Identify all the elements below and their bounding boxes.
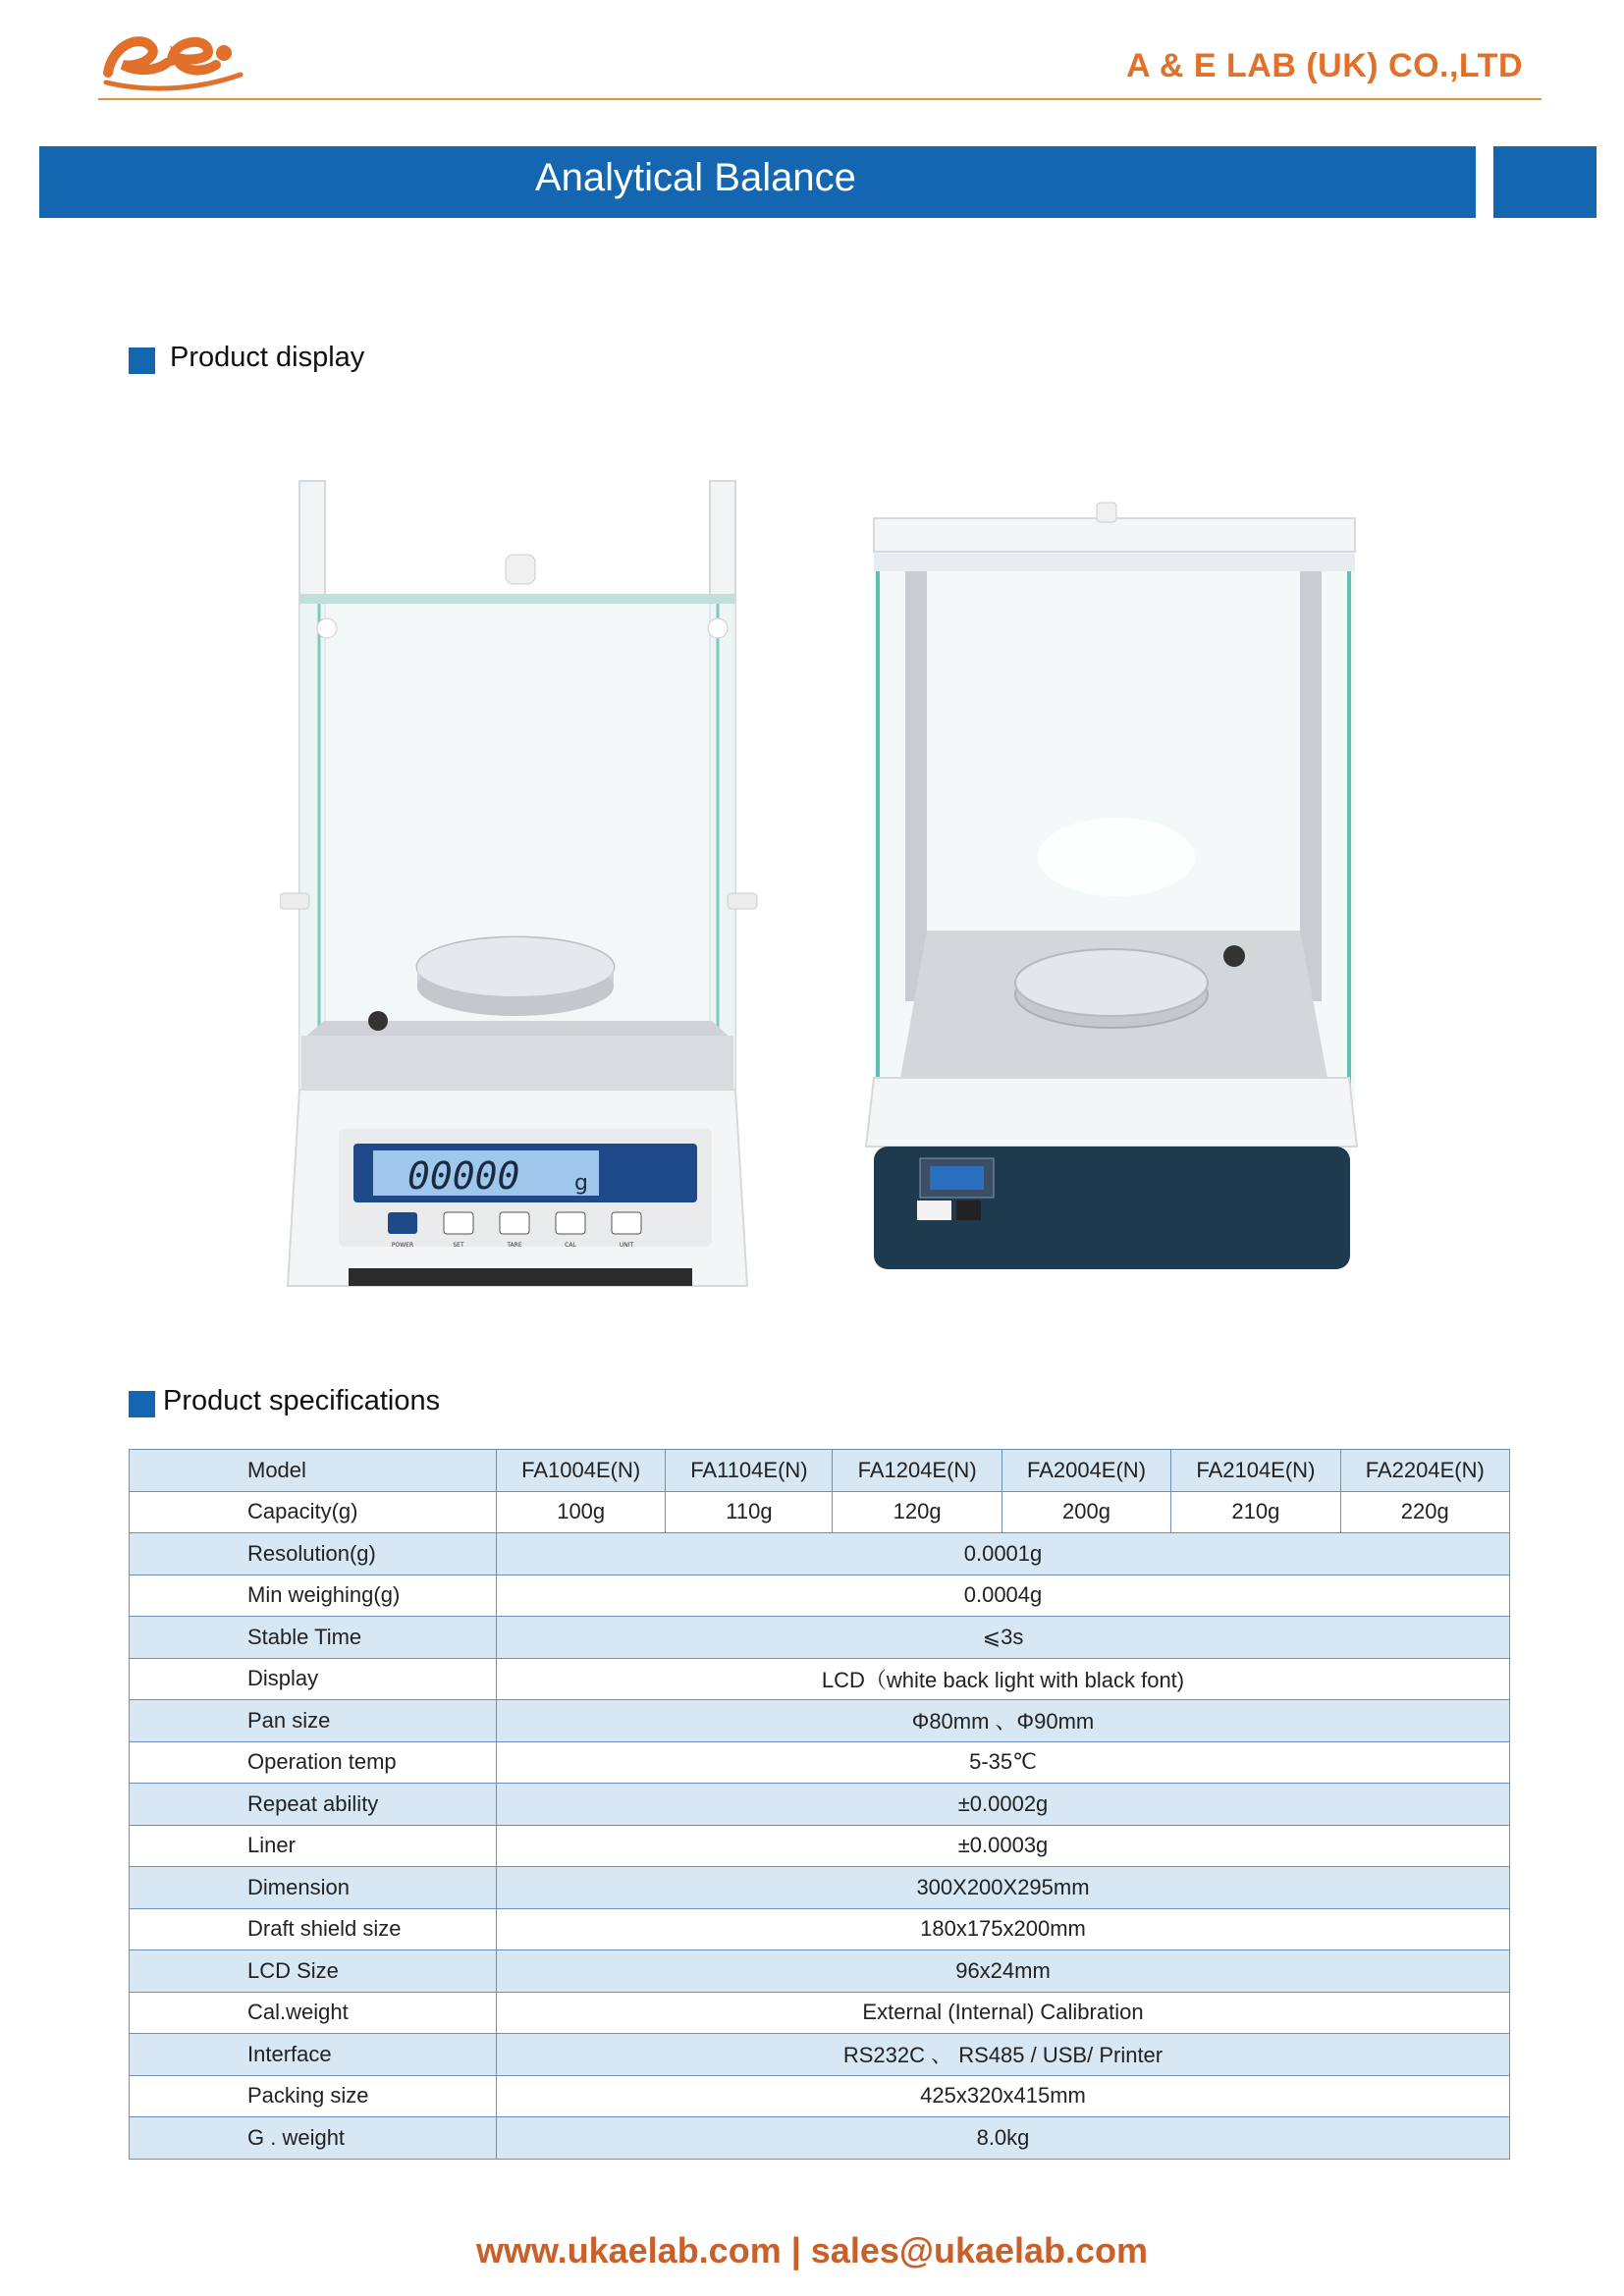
row-label: Pan size <box>130 1700 497 1742</box>
model-cell: FA2104E(N) <box>1171 1450 1340 1492</box>
balance-front-image <box>280 471 761 1306</box>
row-label: Liner <box>130 1825 497 1867</box>
capacity-cell: 200g <box>1001 1491 1170 1533</box>
row-value: ⩽3s <box>497 1617 1510 1659</box>
power-button[interactable] <box>388 1212 417 1234</box>
table-row <box>130 1617 1510 1659</box>
row-value: 0.0001g <box>497 1533 1510 1575</box>
table-row <box>130 1700 1510 1742</box>
cal-label: CAL <box>565 1242 576 1249</box>
table-row <box>130 1950 1510 1993</box>
table-row <box>130 1491 1510 1533</box>
table-row <box>130 1825 1510 1867</box>
title-band-end <box>1493 146 1597 218</box>
footer-contact: www.ukaelab.com | sales@ukaelab.com <box>475 2230 1149 2270</box>
row-label: Repeat ability <box>130 1784 497 1826</box>
company-logo <box>98 14 245 92</box>
section-marker <box>129 347 155 374</box>
balance-side-image <box>846 499 1377 1294</box>
table-row <box>130 1450 1510 1492</box>
lcd-unit: g <box>574 1171 588 1196</box>
unit-button[interactable] <box>612 1212 641 1234</box>
product-specs-heading: Product specifications <box>163 1385 441 1416</box>
row-value: 180x175x200mm <box>497 1908 1510 1950</box>
section-marker <box>129 1391 155 1417</box>
capacity-cell: 210g <box>1171 1491 1340 1533</box>
tare-label: TARE <box>507 1242 522 1249</box>
page-title: Analytical Balance <box>535 156 856 199</box>
row-value: 0.0004g <box>497 1575 1510 1617</box>
model-cell: FA2204E(N) <box>1340 1450 1509 1492</box>
row-value: 5-35℃ <box>497 1741 1510 1784</box>
power-label: POWER <box>391 1242 414 1249</box>
table-row <box>130 1575 1510 1617</box>
row-value: ±0.0002g <box>497 1784 1510 1826</box>
spec-table <box>129 1449 1510 2160</box>
model-cell: FA1204E(N) <box>833 1450 1001 1492</box>
row-label: Capacity(g) <box>130 1491 497 1533</box>
tare-button[interactable] <box>500 1212 529 1234</box>
row-value: External (Internal) Calibration <box>497 1992 1510 2034</box>
table-row <box>130 2075 1510 2117</box>
row-value: RS232C 、 RS485 / USB/ Printer <box>497 2034 1510 2076</box>
row-label: Interface <box>130 2034 497 2076</box>
company-name: A & E LAB (UK) CO.,LTD <box>1126 47 1523 84</box>
row-label: G . weight <box>130 2117 497 2160</box>
row-value: 8.0kg <box>497 2117 1510 2160</box>
row-label: Min weighing(g) <box>130 1575 497 1617</box>
row-label: Model <box>130 1450 497 1492</box>
table-row <box>130 2034 1510 2076</box>
table-row <box>130 1867 1510 1909</box>
row-label: LCD Size <box>130 1950 497 1993</box>
table-row <box>130 1533 1510 1575</box>
row-value: Φ80mm 、Φ90mm <box>497 1700 1510 1742</box>
header-divider <box>98 98 1542 100</box>
row-value: 425x320x415mm <box>497 2075 1510 2117</box>
product-display-heading: Product display <box>170 342 365 373</box>
set-button[interactable] <box>444 1212 473 1234</box>
row-value: 300X200X295mm <box>497 1867 1510 1909</box>
row-label: Resolution(g) <box>130 1533 497 1575</box>
row-label: Dimension <box>130 1867 497 1909</box>
unit-label: UNIT <box>619 1242 634 1249</box>
row-label: Stable Time <box>130 1617 497 1659</box>
row-label: Draft shield size <box>130 1908 497 1950</box>
table-row <box>130 1658 1510 1700</box>
row-label: Cal.weight <box>130 1992 497 2034</box>
capacity-cell: 220g <box>1340 1491 1509 1533</box>
table-row <box>130 1741 1510 1784</box>
capacity-cell: 100g <box>497 1491 666 1533</box>
table-row <box>130 1908 1510 1950</box>
lcd-readout: 00000 <box>407 1154 520 1198</box>
table-row <box>130 2117 1510 2160</box>
table-row <box>130 1992 1510 2034</box>
model-cell: FA2004E(N) <box>1001 1450 1170 1492</box>
cal-button[interactable] <box>556 1212 585 1234</box>
set-label: SET <box>453 1242 464 1249</box>
row-value: 96x24mm <box>497 1950 1510 1993</box>
model-cell: FA1004E(N) <box>497 1450 666 1492</box>
row-value: LCD（white back light with black font) <box>497 1658 1510 1700</box>
capacity-cell: 120g <box>833 1491 1001 1533</box>
row-label: Operation temp <box>130 1741 497 1784</box>
table-row <box>130 1784 1510 1826</box>
capacity-cell: 110g <box>666 1491 833 1533</box>
model-cell: FA1104E(N) <box>666 1450 833 1492</box>
row-value: ±0.0003g <box>497 1825 1510 1867</box>
row-label: Display <box>130 1658 497 1700</box>
row-label: Packing size <box>130 2075 497 2117</box>
